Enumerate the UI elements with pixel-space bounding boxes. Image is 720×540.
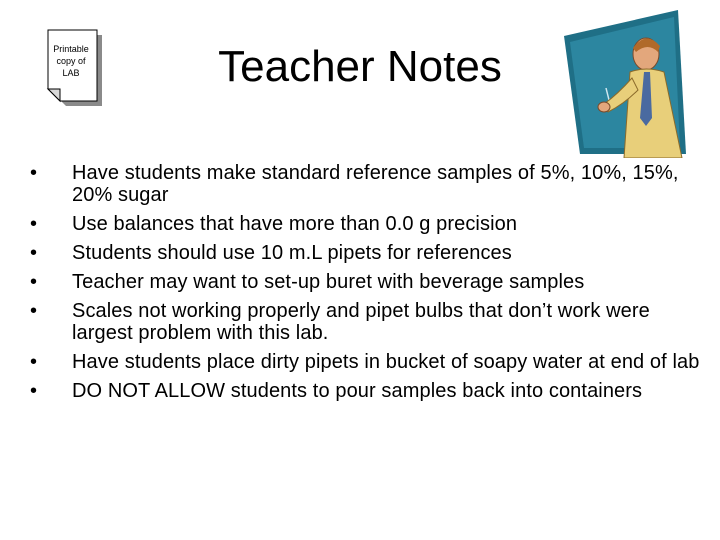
teacher-notes-list [30,162,700,409]
list-item [30,271,700,293]
list-item-text: Teacher may want to set-up buret with beverage samples [72,271,585,293]
bullet-marker: • [30,380,38,402]
bullet-marker: • [30,162,38,184]
bullet-marker: • [30,271,38,293]
list-item-text: DO NOT ALLOW students to pour samples back into containers [72,380,643,402]
bullet-marker: • [30,242,38,264]
list-item-text: Scales not working properly and pipet bulbs that don’t work were largest problem with this lab. [72,300,650,344]
list-item [30,242,700,264]
teacher-at-chalkboard-icon [560,8,690,158]
bullet-marker: • [30,213,38,235]
list-item-text: Have students make standard reference samples of 5%, 10%, 15%, 20% sugar [72,162,679,206]
list-item-text: Use balances that have more than 0.0 g precision [72,213,518,235]
list-item-text: Have students place dirty pipets in bucket of soapy water at end of lab [72,351,700,373]
bullet-marker: • [30,351,38,373]
slide-title: Teacher Notes [218,42,502,91]
list-item [30,213,700,235]
list-item [30,351,700,373]
bullet-marker: • [30,300,38,322]
printable-lab-label: Printable copy of LAB [53,44,89,78]
list-item [30,380,700,402]
list-item [30,162,700,206]
list-item [30,300,700,344]
list-item-text: Students should use 10 m.L pipets for references [72,242,512,264]
printable-lab-link[interactable] [44,29,104,107]
